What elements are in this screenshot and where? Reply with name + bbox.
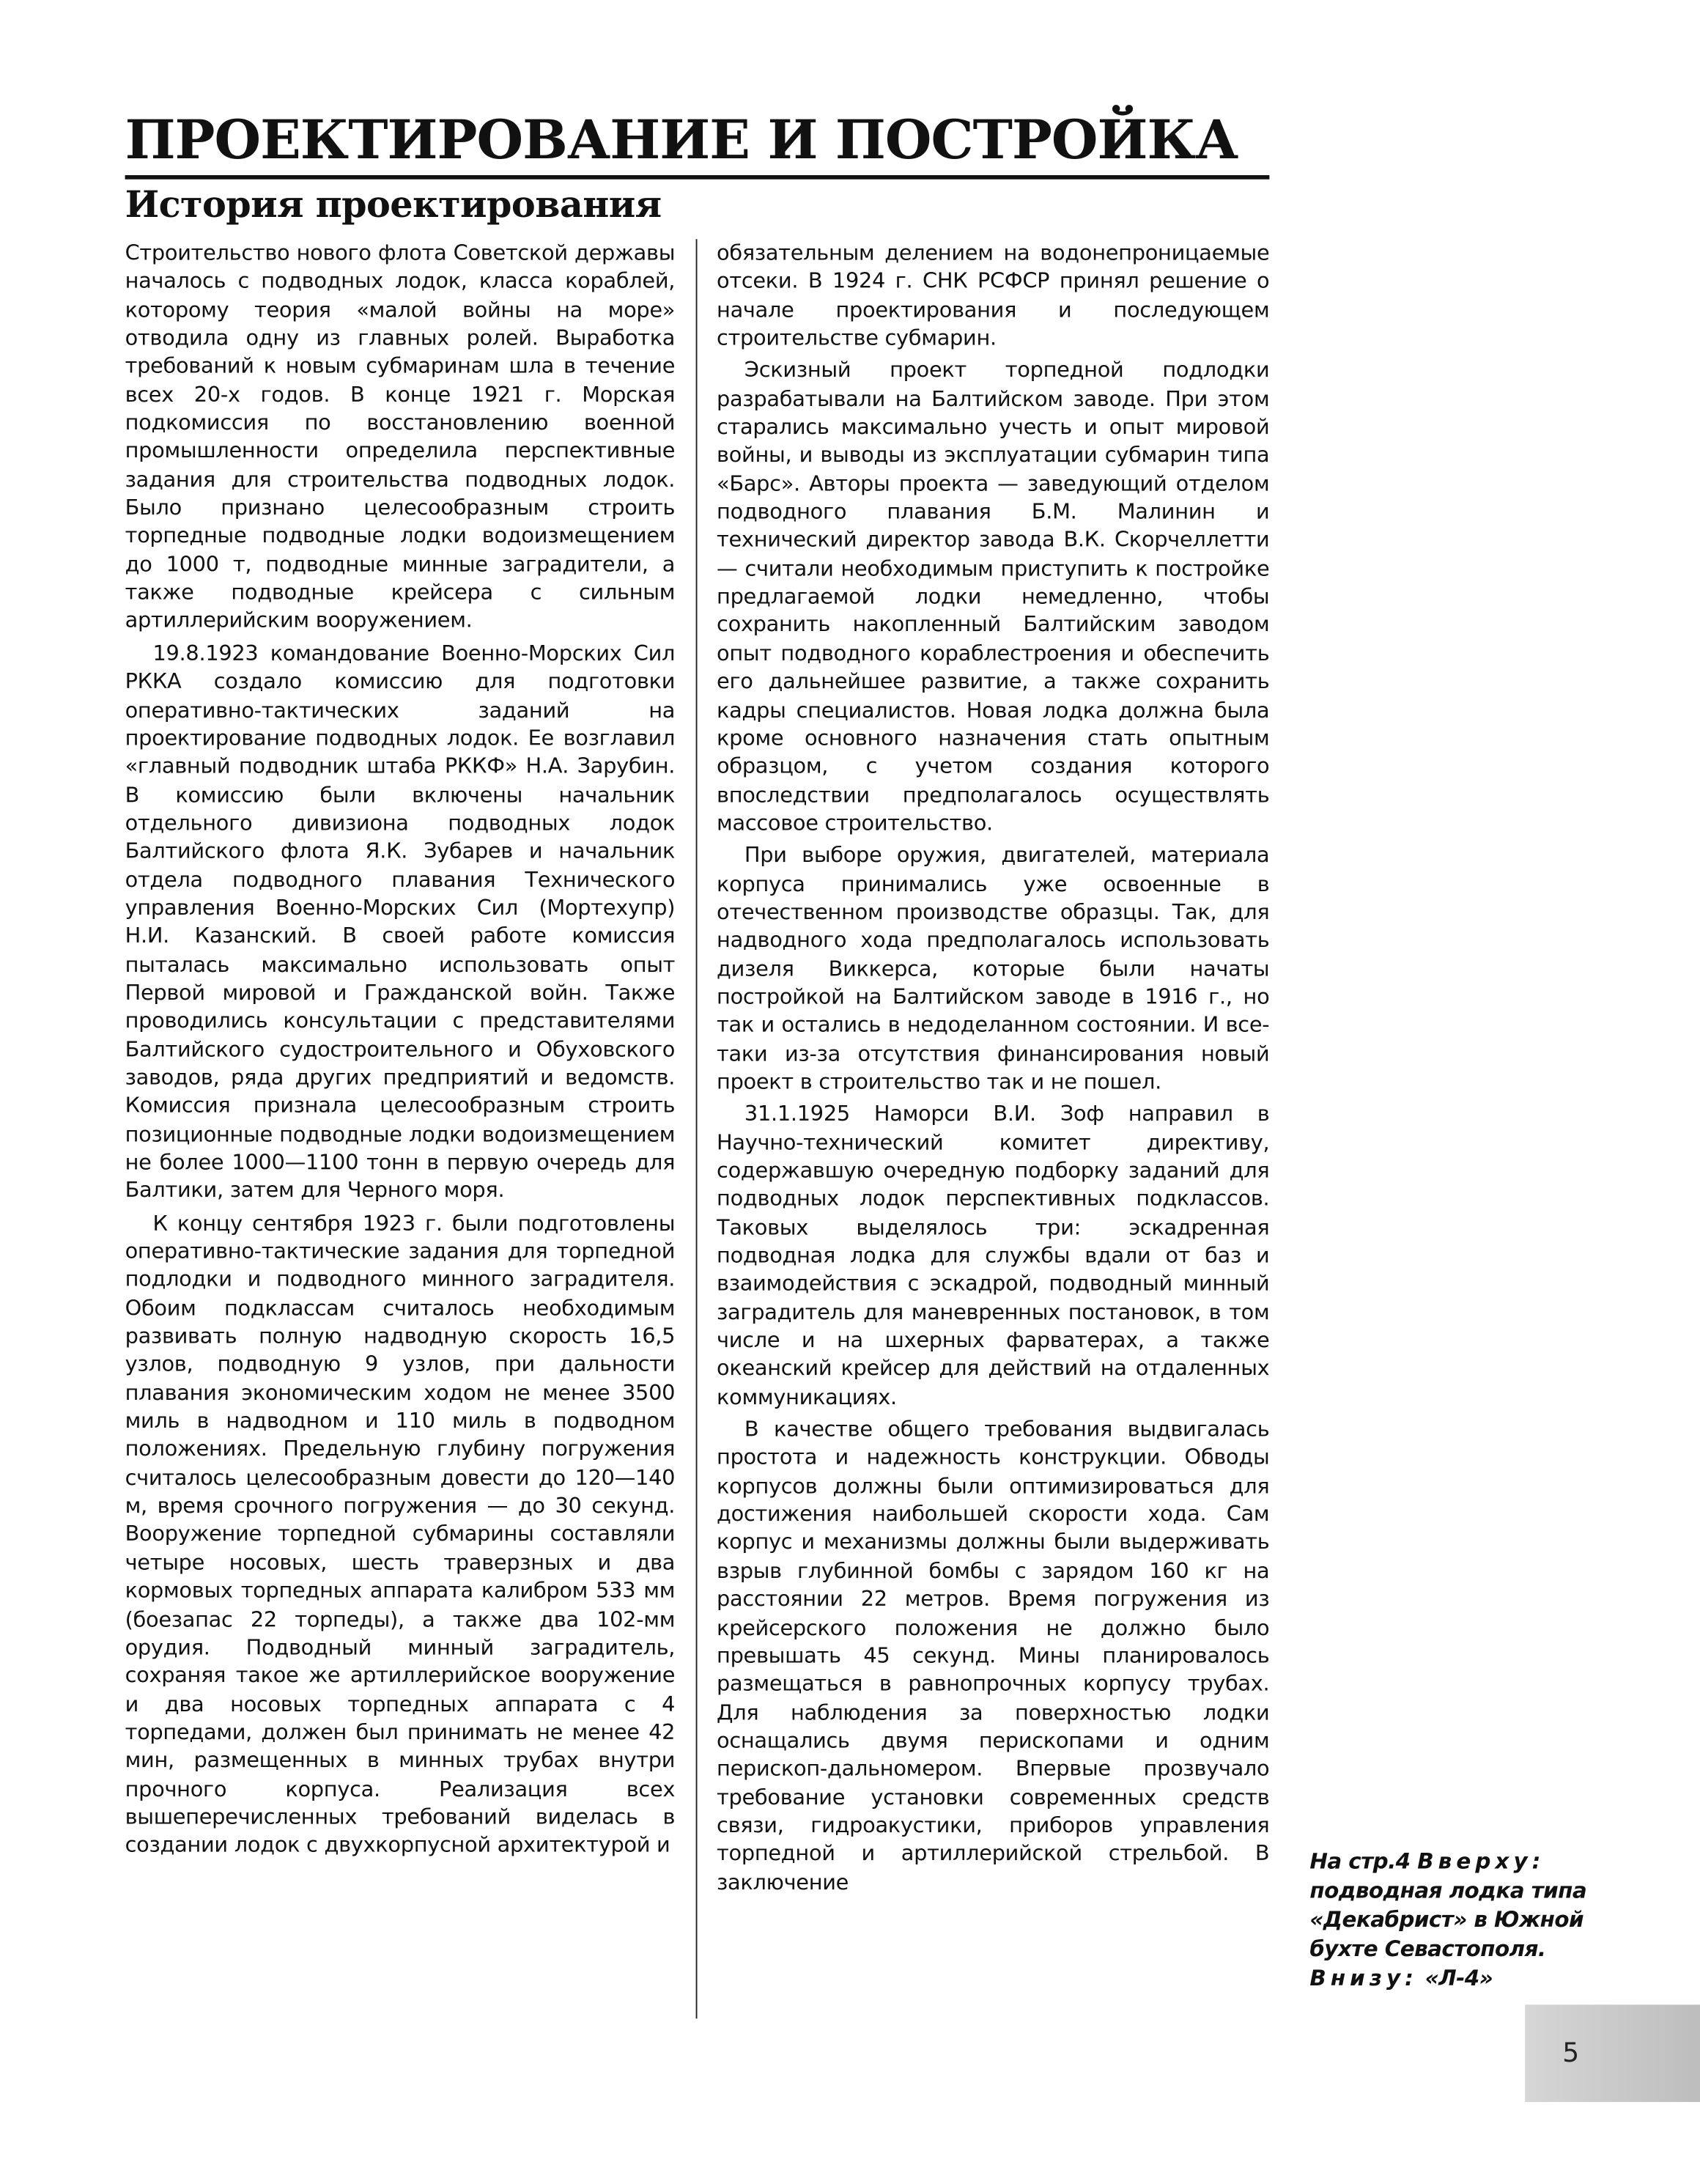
- section-subtitle: История проектирования: [125, 185, 662, 227]
- column-divider: [696, 239, 698, 2018]
- caption-bottom-label: Внизу:: [1309, 1966, 1419, 1991]
- left-paragraph: К концу сентября 1923 г. были подготовлены оперативно-тактические задания для торпедной подлодки и подводного минного заградителя. Обоим подклассам считалось необходимым развивать полную надводную скорость 16,5 узлов, подводную 9 узлов, при дальности плавания экономическим ходом не менее 3500 миль в надводном и 110 миль в подводном положениях. Предельную глубину погружения считалось целесообразным довести до 120—140 м, время срочного погружения — до 30 секунд. Вооружение торпедной субмарины составляли четыре носовых, шесть траверзных и два кормовых торпедных аппарата калибром 533 мм (боезапас 22 торпеды), а также два 102-мм орудия. Подводный минный заградитель, сохраняя такое же артиллерийское вооружение и два носовых торпедных аппарата с 4 торпедами, должен был принимать не менее 42 мин, размещенных в минных трубах внутри прочного корпуса. Реализация всех вышеперечисленных требований виделась в создании лодок с двухкорпусной архитектурой и: [125, 1210, 676, 1858]
- left-text-column: [125, 239, 676, 1864]
- right-paragraph: В качестве общего требования выдвигалась простота и надежность конструкции. Обводы корпусов должны были оптимизироваться для достижения наибольшей скорости хода. Сам корпус и механизмы должны были выдерживать взрыв глубинной бомбы с зарядом 160 кг на расстоянии 22 метров. Время погружения из крейсерского положения не должно было превышать 45 секунд. Мины планировалось размещаться в равнопрочных корпусу трубах. Для наблюдения за поверхностью лодки оснащались двумя перископами и одним перископ-дальномером. Впервые прозвучало требование установки современных средств связи, гидроакустики, приборов управления торпедной и артиллерийской стрельбой. В заключение: [717, 1417, 1270, 1895]
- title-rule: [125, 175, 1270, 180]
- caption-lead: На стр.4: [1309, 1848, 1411, 1875]
- right-text-column: [717, 239, 1269, 1900]
- page-number: 5: [1562, 2037, 1580, 2069]
- right-paragraph: обязательным делением на водонепроницаемые отсеки. В 1924 г. СНК РСФСР принял решение о начале проектирования и последующем строительстве субмарин.: [717, 240, 1270, 351]
- page-title: ПРОЕКТИРОВАНИЕ И ПОСТРОЙКА: [125, 109, 1238, 173]
- caption-top-label: Вверху:: [1417, 1848, 1545, 1875]
- right-paragraph: 31.1.1925 Наморси В.И. Зоф направил в Научно-технический комитет директиву, содержавшую очередную подборку заданий для подводных лодок перспективных подклассов. Таковых выделялось три: эскадренная подводная лодка для службы вдали от баз и взаимодействия с эскадрой, подводный минный заградитель для маневренных постановок, в том числе и на шхерных фарватерах, а также океанский крейсер для действий на отдаленных коммуникациях.: [717, 1101, 1270, 1409]
- left-paragraph: 19.8.1923 командование Военно-Морских Сил РККА создало комиссию для подготовки оперативно-тактических заданий на проектирование подводных лодок. Ее возглавил «главный подводник штаба РККФ» Н.А. Зарубин. В комиссию были включены начальник отдельного дивизиона подводных лодок Балтийского флота Я.К. Зубарев и начальник отдела подводного плавания Технического управления Военно-Морских Сил (Мортехупр) Н.И. Казанский. В своей работе комиссия пыталась максимально использовать опыт Первой мировой и Гражданской войн. Также проводились консультации с представителями Балтийского судостроительного и Обуховского заводов, ряда других предприятий и ведомств. Комиссия признала целесообразным строить позиционные подводные лодки водоизмещением не более 1000—1100 тонн в первую очередь для Балтики, затем для Черного моря.: [125, 641, 676, 1203]
- right-paragraph: При выборе оружия, двигателей, материала корпуса принимались уже освоенные в отечественном производстве образцы. Так, для надводного хода предполагалось использовать дизеля Виккерса, которые были начаты постройкой на Балтийском заводе в 1916 г., но так и остались в недоделанном состоянии. И все-таки из-за отсутствия финансирования новый проект в строительство так и не пошел.: [717, 842, 1270, 1094]
- photo-caption: [1309, 1848, 1601, 1993]
- left-paragraph: Строительство нового флота Советской державы началось с подводных лодок, класса кораблей, которому теория «малой войны на море» отводила одну из главных ролей. Выработка требований к новым субмаринам шла в течение всех 20-х годов. В конце 1921 г. Морская подкомиссия по восстановлению военной промышленности определила перспективные задания для строительства подводных лодок. Было признано целесообразным строить торпедные подводные лодки водоизмещением до 1000 т, подводные минные заградители, а также подводные крейсера с сильным артиллерийским вооружением.: [125, 240, 676, 633]
- caption-top-text: подводная лодка типа «Декабрист» в Южной бухте Севастополя.: [1309, 1878, 1587, 1962]
- page-number-tab: [1525, 2004, 1700, 2102]
- caption-bottom-text: «Л-4»: [1424, 1966, 1493, 1991]
- right-paragraph: Эскизный проект торпедной подлодки разрабатывали на Балтийском заводе. При этом старались максимально учесть и опыт мировой войны, и выводы из эксплуатации субмарин типа «Барс». Авторы проекта — заведующий отделом подводного плавания Б.М. Малинин и технический директор завода В.К. Скорчеллетти — считали необходимым приступить к постройке предлагаемой лодки немедленно, чтобы сохранить накопленный Балтийским заводом опыт подводного кораблестроения и обеспечить его дальнейшее развитие, а также сохранить кадры специалистов. Новая лодка должна была кроме основного назначения стать опытным образцом, с учетом создания которого впоследствии предполагалось осуществлять массовое строительство.: [717, 358, 1270, 835]
